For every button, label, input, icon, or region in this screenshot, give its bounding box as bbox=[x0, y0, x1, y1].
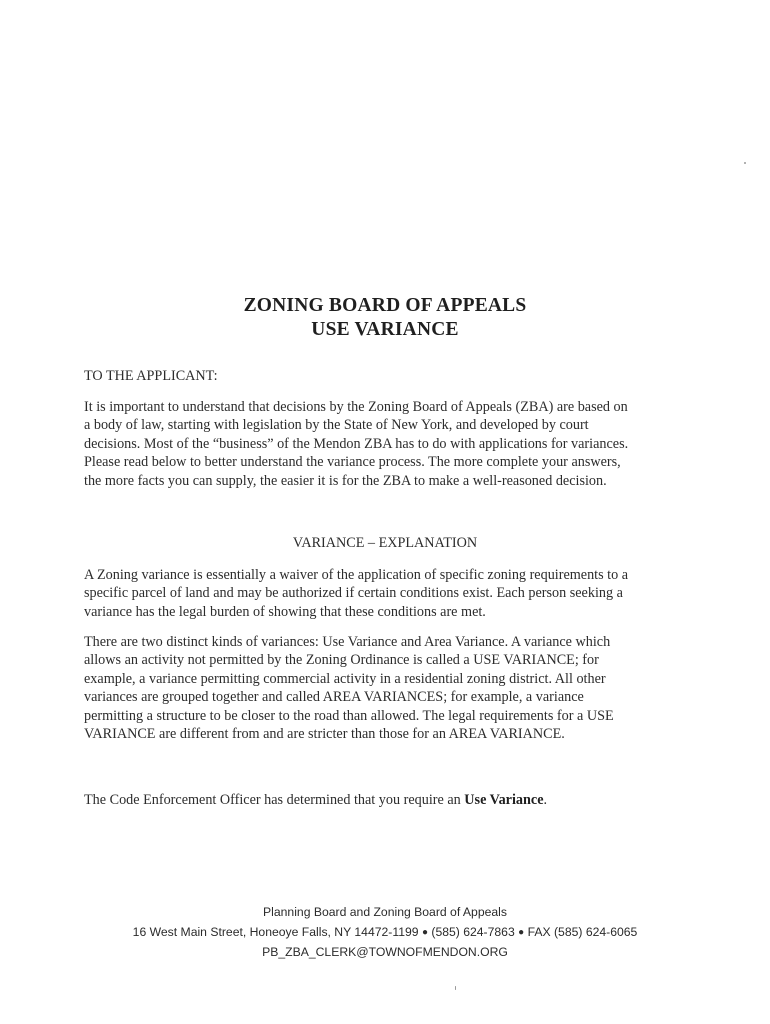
scan-speck bbox=[744, 162, 746, 164]
document-title: ZONING BOARD OF APPEALS bbox=[243, 295, 527, 316]
salutation: TO THE APPLICANT: bbox=[84, 368, 218, 384]
determination-statement bbox=[84, 791, 684, 809]
paragraph-line: variance has the legal burden of showing that these conditions are met. bbox=[84, 603, 486, 620]
scan-speck bbox=[455, 986, 456, 990]
paragraph-line: the more facts you can supply, the easier it is for the ZBA to make a well-reasoned decision. bbox=[84, 472, 607, 489]
paragraph-line: decisions. Most of the “business” of the Mendon ZBA has to do with applications for variances. bbox=[84, 435, 629, 452]
intro-paragraph bbox=[84, 398, 684, 490]
paragraph-line: variances are grouped together and called AREA VARIANCES; for example, a variance bbox=[84, 689, 584, 706]
footer-office-name: Planning Board and Zoning Board of Appeals bbox=[263, 905, 507, 919]
paragraph-line: permitting a structure to be closer to the road than allowed. The legal requirements for a USE bbox=[84, 707, 614, 724]
paragraph-line: example, a variance permitting commercial activity in a residential zoning district. All other bbox=[84, 670, 606, 687]
paragraph-line: specific parcel of land and may be authorized if certain conditions exist. Each person seeking a bbox=[84, 585, 623, 602]
variance-types-paragraph bbox=[84, 633, 684, 743]
footer-email: PB_ZBA_CLERK@TOWNOFMENDON.ORG bbox=[262, 945, 508, 959]
section-heading: VARIANCE – EXPLANATION bbox=[292, 535, 478, 551]
paragraph-line: allows an activity not permitted by the Zoning Ordinance is called a USE VARIANCE; for bbox=[84, 652, 599, 669]
footer-contact-line bbox=[0, 925, 770, 939]
paragraph-line: Please read below to better understand the variance process. The more complete your answers, bbox=[84, 454, 621, 471]
bullet-icon: ● bbox=[518, 927, 525, 938]
use-variance-emphasis: Use Variance bbox=[464, 792, 544, 808]
paragraph-line: It is important to understand that decisions by the Zoning Board of Appeals (ZBA) are based on bbox=[84, 399, 628, 415]
paragraph-line: There are two distinct kinds of variances: Use Variance and Area Variance. A variance which bbox=[84, 634, 611, 650]
determination-period: . bbox=[543, 792, 548, 808]
footer-address: 16 West Main Street, Honeoye Falls, NY 14472-1199 bbox=[132, 925, 419, 939]
footer-phone: (585) 624-7863 bbox=[431, 925, 515, 939]
bullet-icon: ● bbox=[421, 927, 428, 938]
footer-fax: FAX (585) 624-6065 bbox=[527, 925, 638, 939]
paragraph-line: a body of law, starting with legislation by the State of New York, and developed by court bbox=[84, 417, 589, 434]
paragraph-line: A Zoning variance is essentially a waiver of the application of specific zoning requirements to a bbox=[84, 567, 629, 583]
variance-definition-paragraph bbox=[84, 566, 684, 621]
document-subtitle: USE VARIANCE bbox=[311, 319, 459, 340]
determination-text: The Code Enforcement Officer has determined that you require an bbox=[84, 792, 465, 808]
paragraph-line: VARIANCE are different from and are stricter than those for an AREA VARIANCE. bbox=[84, 726, 565, 743]
